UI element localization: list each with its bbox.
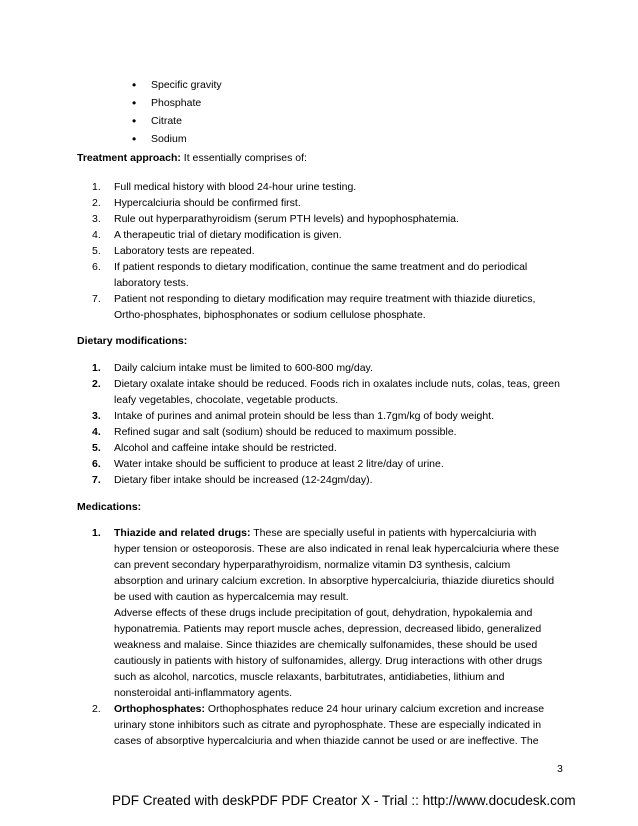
list-number: 6.	[92, 261, 101, 273]
list-text: Orthophosphates reduce 24 hour urinary calcium excretion and increase urinary stone inhibitors such as citrate and pyrophosphate. These are especially indicated in cases of absorptive hypercalciuria and when thiazide cannot be used or are ineffective. The	[114, 703, 545, 747]
list-item	[92, 472, 562, 488]
list-item	[92, 424, 562, 440]
list-paragraph: Adverse effects of these drugs include precipitation of gout, dehydration, hypokalemia and hyponatremia. Patients may report muscle aches, depression, decreased libido, generalized weakness and malaise. Since thiazides are chemically sulfonamides, these should be used cautiously in patients with history of sulfonamides, allergy. Drug interactions with other drugs such as alcohol, narcotics, muscle relaxants, barbitutrates, antidiabeties, lithium and nonsteroidal anti-inflammatory agents.	[114, 607, 543, 699]
list-text: Refined sugar and salt (sodium) should be reduced to maximum possible.	[114, 426, 457, 438]
list-text: Intake of purines and animal protein should be less than 1.7gm/kg of body weight.	[114, 410, 494, 422]
medications-heading-line	[77, 499, 141, 515]
dietary-heading-line	[77, 333, 187, 349]
list-item	[92, 525, 562, 701]
bullet-item: • Phosphate	[132, 94, 222, 112]
medications-list	[92, 525, 562, 749]
list-number: 2.	[92, 197, 101, 209]
list-text: These are specially useful in patients with hypercalciuria with hyper tension or osteoporosis. These are also indicated in renal leak hypercalciuria where these can prevent secondary hyperparathyroidism, normalize vitamin D3 synthesis, calcium absorption and urinary calcium excretion. In absorptive hypercalciuria, thiazide diuretics should be used with caution as hypercalcemia may result.	[114, 527, 560, 603]
treatment-heading-line	[77, 150, 307, 166]
bullet-item: • Citrate	[132, 112, 222, 130]
medications-heading: Medications:	[77, 501, 142, 513]
list-item	[92, 195, 562, 211]
list-number: 5.	[92, 442, 101, 454]
list-text: Alcohol and caffeine intake should be restricted.	[114, 442, 337, 454]
drug-class-label: Orthophosphates:	[114, 703, 205, 715]
list-number: 7.	[92, 293, 101, 305]
list-item	[92, 227, 562, 243]
list-text: Patient not responding to dietary modification may require treatment with thiazide diuretics, Ortho-phosphates, biphosphonates or sodium cellulose phosphate.	[114, 293, 536, 321]
list-text: Water intake should be sufficient to produce at least 2 litre/day of urine.	[114, 458, 444, 470]
dietary-list	[92, 360, 562, 488]
list-item	[92, 291, 562, 323]
treatment-list	[92, 179, 562, 323]
list-number: 2.	[92, 378, 101, 390]
list-item	[92, 701, 562, 749]
list-number: 4.	[92, 229, 101, 241]
list-item	[92, 440, 562, 456]
dietary-heading: Dietary modifications:	[77, 335, 188, 347]
list-text: Dietary fiber intake should be increased (12-24gm/day).	[114, 474, 373, 486]
list-item	[92, 456, 562, 472]
list-item	[92, 408, 562, 424]
bullet-item: • Sodium	[132, 130, 222, 148]
list-text: Dietary oxalate intake should be reduced. Foods rich in oxalates include nuts, colas, teas, green leafy vegetables, chocolate, vegetable products.	[114, 378, 560, 406]
list-text: Hypercalciuria should be confirmed first.	[114, 197, 301, 209]
list-item	[92, 243, 562, 259]
list-number: 5.	[92, 245, 101, 257]
list-text: Laboratory tests are repeated.	[114, 245, 255, 257]
list-number: 3.	[92, 213, 101, 225]
list-text: Full medical history with blood 24-hour urine testing.	[114, 181, 357, 193]
list-number: 6.	[92, 458, 101, 470]
bullet-list	[132, 76, 222, 148]
treatment-heading: Treatment approach:	[77, 152, 181, 164]
drug-class-label: Thiazide and related drugs:	[114, 527, 251, 539]
page-number: 3	[557, 763, 563, 775]
list-number: 2.	[92, 703, 101, 715]
list-text: If patient responds to dietary modification, continue the same treatment and do periodical laboratory tests.	[114, 261, 528, 289]
list-number: 1.	[92, 181, 101, 193]
list-text: Daily calcium intake must be limited to 600-800 mg/day.	[114, 362, 373, 374]
footer-watermark: PDF Created with deskPDF PDF Creator X - Trial :: http://www.docudesk.com	[112, 793, 576, 808]
treatment-intro: It essentially comprises of:	[183, 152, 307, 164]
list-number: 3.	[92, 410, 101, 422]
list-item	[92, 259, 562, 291]
list-number: 4.	[92, 426, 101, 438]
list-number: 1.	[92, 527, 101, 539]
list-item	[92, 179, 562, 195]
list-text: Rule out hyperparathyroidism (serum PTH levels) and hypophosphatemia.	[114, 213, 459, 225]
list-number: 7.	[92, 474, 101, 486]
list-number: 1.	[92, 362, 101, 374]
list-text: A therapeutic trial of dietary modification is given.	[114, 229, 342, 241]
list-item	[92, 211, 562, 227]
bullet-item: • Specific gravity	[132, 76, 222, 94]
list-item	[92, 360, 562, 376]
list-item	[92, 376, 562, 408]
